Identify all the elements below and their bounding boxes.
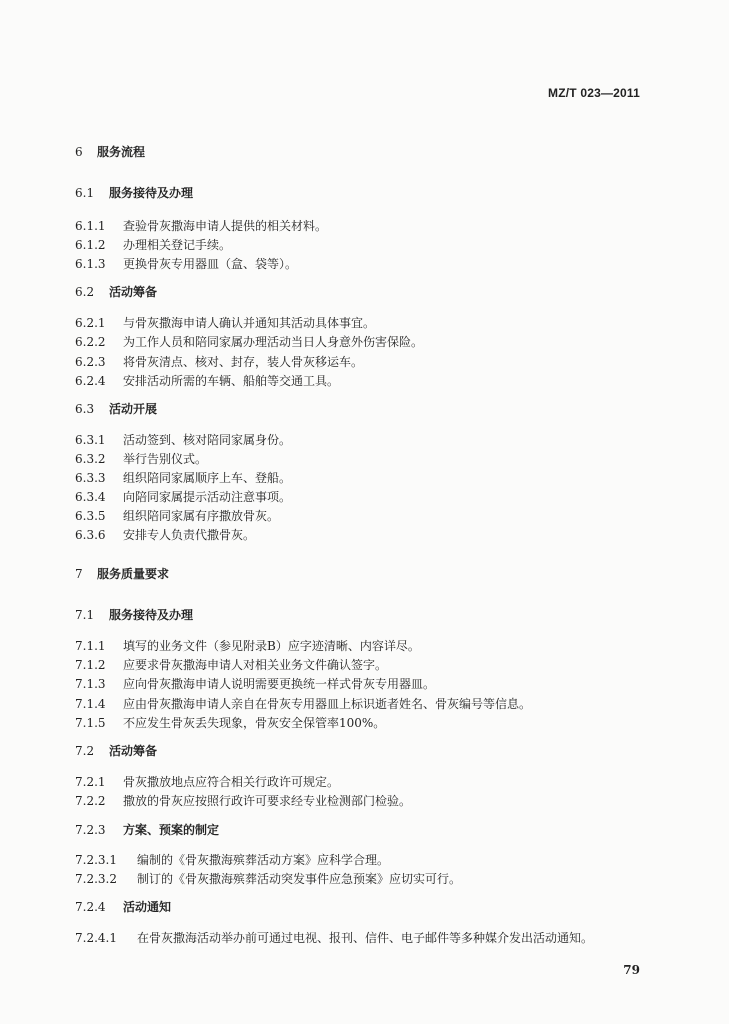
- clause-number: 7.2.3.1: [75, 853, 117, 867]
- clause-line: [75, 433, 291, 447]
- clause-number: 6.3.6: [75, 528, 106, 542]
- clause-text: 更换骨灰专用器皿（盒、袋等）。: [123, 257, 298, 271]
- clause-text: 举行告别仪式。: [123, 452, 208, 466]
- clause-number: 7.2.4: [75, 900, 106, 914]
- clause-text: 服务流程: [97, 145, 146, 159]
- clause-line: [75, 677, 435, 691]
- clause-text: 组织陪同家属顺序上车、登船。: [123, 471, 292, 485]
- clause-text: 编制的《骨灰撒海殡葬活动方案》应科学合理。: [137, 853, 390, 867]
- clause-text: 组织陪同家属有序撒放骨灰。: [123, 509, 280, 523]
- clause-number: 6.1.1: [75, 219, 106, 233]
- clause-line: [75, 374, 339, 388]
- clause-text: 安排活动所需的车辆、船舶等交通工具。: [123, 374, 340, 388]
- clause-number: 6.3: [75, 402, 95, 416]
- clause-line: [75, 931, 593, 945]
- clause-number: 6.3.5: [75, 509, 106, 523]
- clause-text: 服务接待及办理: [109, 608, 194, 622]
- clause-heading: [75, 823, 219, 837]
- clause-line: [75, 794, 411, 808]
- clause-heading: [75, 900, 171, 914]
- clause-text: 办理相关登记手续。: [123, 238, 232, 252]
- clause-text: 填写的业务文件（参见附录B）应字迹清晰、内容详尽。: [123, 639, 420, 653]
- clause-text: 应要求骨灰撒海申请人对相关业务文件确认签字。: [123, 658, 388, 672]
- clause-text: 向陪同家属提示活动注意事项。: [123, 490, 292, 504]
- clause-text: 活动签到、核对陪同家属身份。: [123, 433, 292, 447]
- clause-number: 7.1.5: [75, 716, 106, 730]
- clause-line: [75, 639, 420, 653]
- clause-text: 方案、预案的制定: [123, 823, 220, 837]
- clause-text: 在骨灰撒海活动举办前可通过电视、报刊、信件、电子邮件等多种媒介发出活动通知。: [137, 931, 594, 945]
- clause-number: 6.3.3: [75, 471, 106, 485]
- clause-text: 服务接待及办理: [109, 186, 194, 200]
- clause-text: 应由骨灰撒海申请人亲自在骨灰专用器皿上标识逝者姓名、骨灰编号等信息。: [123, 697, 532, 711]
- clause-text: 应向骨灰撒海申请人说明需要更换统一样式骨灰专用器皿。: [123, 677, 436, 691]
- clause-line: [75, 219, 327, 233]
- clause-number: 7.1: [75, 608, 95, 622]
- clause-number: 6.1.3: [75, 257, 106, 271]
- clause-number: 7.1.4: [75, 697, 106, 711]
- clause-number: 6.1: [75, 186, 95, 200]
- clause-line: [75, 355, 363, 369]
- clause-line: [75, 528, 255, 542]
- section-heading: [75, 145, 145, 159]
- clause-heading: [75, 285, 157, 299]
- clause-line: [75, 697, 531, 711]
- clause-number: 7.2.1: [75, 775, 106, 789]
- clause-heading: [75, 186, 193, 200]
- clause-number: 7.2: [75, 744, 95, 758]
- clause-text: 安排专人负责代撒骨灰。: [123, 528, 256, 542]
- clause-line: [75, 471, 291, 485]
- clause-number: 6.1.2: [75, 238, 106, 252]
- clause-line: [75, 509, 279, 523]
- clause-line: [75, 775, 339, 789]
- clause-heading: [75, 402, 157, 416]
- clause-line: [75, 257, 297, 271]
- clause-line: [75, 452, 207, 466]
- clause-number: 7.2.3.2: [75, 872, 117, 886]
- clause-number: 7.1.1: [75, 639, 106, 653]
- clause-line: [75, 716, 385, 730]
- clause-text: 骨灰撒放地点应符合相关行政许可规定。: [123, 775, 340, 789]
- clause-text: 活动通知: [123, 900, 172, 914]
- clause-number: 6.2.1: [75, 316, 106, 330]
- clause-text: 查验骨灰撒海申请人提供的相关材料。: [123, 219, 328, 233]
- clause-number: 6.2.4: [75, 374, 106, 388]
- clause-number: 6.3.1: [75, 433, 106, 447]
- clause-line: [75, 238, 231, 252]
- clause-line: [75, 872, 461, 886]
- clause-text: 与骨灰撒海申请人确认并通知其活动具体事宜。: [123, 316, 376, 330]
- standard-code: MZ/T 023—2011: [548, 86, 640, 100]
- clause-text: 撒放的骨灰应按照行政许可要求经专业检测部门检验。: [123, 794, 412, 808]
- clause-number: 7.2.2: [75, 794, 106, 808]
- clause-text: 为工作人员和陪同家属办理活动当日人身意外伤害保险。: [123, 335, 424, 349]
- clause-number: 6.2.2: [75, 335, 106, 349]
- clause-number: 6.2.3: [75, 355, 106, 369]
- clause-line: [75, 853, 389, 867]
- page-number: 79: [623, 963, 640, 977]
- clause-text: 活动筹备: [109, 744, 158, 758]
- clause-number: 6: [75, 145, 83, 159]
- clause-number: 7.1.2: [75, 658, 106, 672]
- clause-line: [75, 490, 291, 504]
- clause-number: 6.2: [75, 285, 95, 299]
- clause-number: 7.2.4.1: [75, 931, 117, 945]
- clause-number: 7: [75, 567, 83, 581]
- clause-number: 6.3.4: [75, 490, 106, 504]
- clause-text: 活动筹备: [109, 285, 158, 299]
- clause-line: [75, 335, 423, 349]
- clause-text: 活动开展: [109, 402, 158, 416]
- clause-number: 6.3.2: [75, 452, 106, 466]
- clause-number: 7.2.3: [75, 823, 106, 837]
- clause-text: 服务质量要求: [97, 567, 170, 581]
- clause-text: 将骨灰清点、核对、封存，装人骨灰移运车。: [123, 355, 364, 369]
- clause-number: 7.1.3: [75, 677, 106, 691]
- clause-text: 制订的《骨灰撒海殡葬活动突发事件应急预案》应切实可行。: [137, 872, 462, 886]
- section-heading: [75, 567, 169, 581]
- clause-heading: [75, 608, 193, 622]
- clause-text: 不应发生骨灰丢失现象，骨灰安全保管率100%。: [123, 716, 386, 730]
- clause-line: [75, 658, 387, 672]
- clause-line: [75, 316, 375, 330]
- clause-heading: [75, 744, 157, 758]
